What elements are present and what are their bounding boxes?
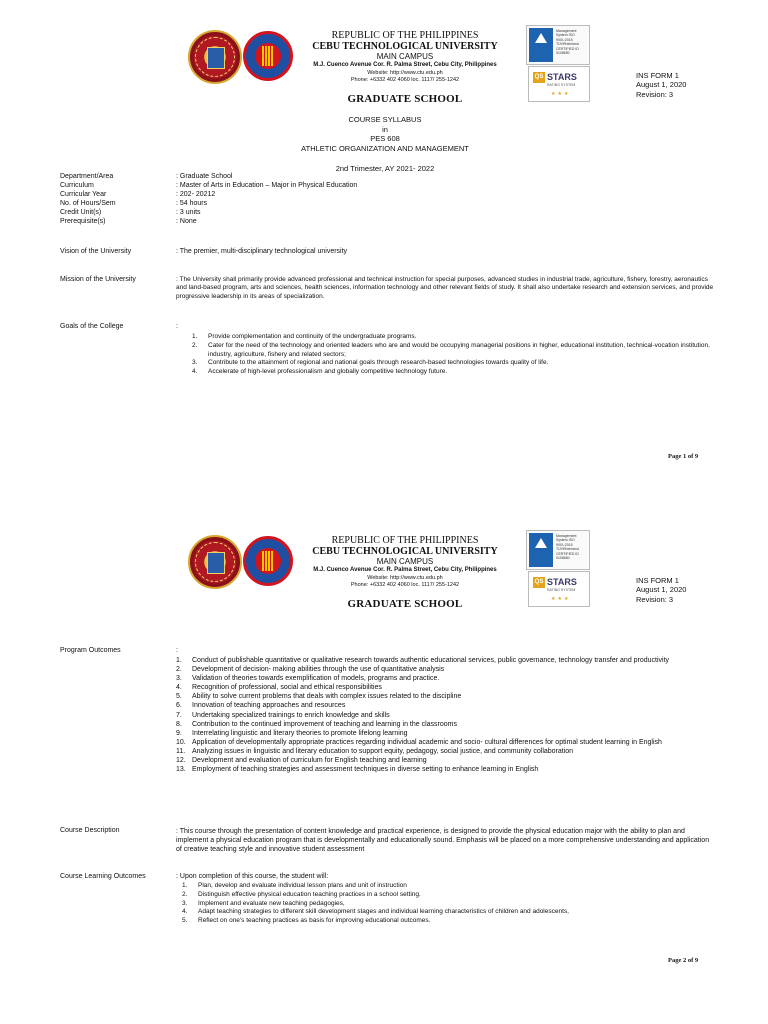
asean-logo xyxy=(243,31,293,81)
page-number: Page 1 of 9 xyxy=(668,453,699,460)
list-item: 1. Provide complementation and continuity of the undergraduate programs. xyxy=(192,333,417,340)
info-value: : 202- 20212 xyxy=(176,191,216,198)
form-info: INS FORM 1 August 1, 2020 Revision: 3 xyxy=(636,71,687,99)
header-university: CEBU TECHNOLOGICAL UNIVERSITY xyxy=(312,546,498,557)
term: 2nd Trimester, AY 2021- 2022 xyxy=(335,164,435,173)
list-item: 2. Development of decision- making abilities through the use of quantitative analysis xyxy=(176,666,445,674)
header-campus: MAIN CAMPUS xyxy=(376,52,434,61)
info-label: Prerequisite(s) xyxy=(60,218,106,225)
goals-list xyxy=(192,333,712,377)
vision-text: : The premier, multi-disciplinary technological university xyxy=(176,248,348,255)
syllabus-title: COURSE SYLLABUS xyxy=(348,115,422,124)
list-item: 1. Plan, develop and evaluate individual lesson plans and unit of instruction xyxy=(182,882,407,889)
header-address: M.J. Cuenco Avenue Cor. R. Palma Street, Cebu City, Philippines xyxy=(313,62,497,68)
clo-intro: : Upon completion of this course, the student will: xyxy=(176,873,329,880)
goals-label: Goals of the College xyxy=(60,323,124,330)
asean-logo xyxy=(243,536,293,586)
course-description-text: : This course through the presentation of content knowledge and practical experience, is designed to provide the physical education major with the ability to plan and implement a physical education program that is developmentally and educationally sound. Emphasis will be placed on a more comprehensive understanding and application of creative teaching style and innovative student assessment xyxy=(176,828,710,854)
info-label: Curricular Year xyxy=(60,191,107,198)
header-graduate-school: GRADUATE SCHOOL xyxy=(347,598,463,610)
header-graduate-school: GRADUATE SCHOOL xyxy=(347,93,463,105)
ctu-seal-logo xyxy=(188,30,242,84)
list-item: 3. Contribute to the attainment of regional and national goals through research-based technologies towards quality of life. xyxy=(192,359,549,367)
list-item: 1. Conduct of publishable quantitative or qualitative research towards authentic educational services, public governance, technology transfer and productivity xyxy=(176,657,670,664)
list-item: 12. Development and evaluation of curriculum for English teaching and learning xyxy=(176,757,427,765)
list-item: 3. Implement and evaluate new teaching pedagogies, xyxy=(182,899,345,907)
header-republic: REPUBLIC OF THE PHILIPPINES xyxy=(331,30,479,41)
header-phone: Phone: +6332 402 4060 loc. 1117/ 255-1242 xyxy=(350,582,460,588)
syllabus-in: in xyxy=(382,125,388,134)
syllabus-page-2 xyxy=(0,505,768,985)
program-outcomes-label: Program Outcomes xyxy=(60,647,121,654)
header-phone: Phone: +6332 402 4060 loc. 1117/ 255-1242 xyxy=(350,77,460,83)
vision-label: Vision of the University xyxy=(60,248,132,255)
info-value: : None xyxy=(176,218,197,225)
tuv-certification-badge: Management System ISO 9001:2015 TÜVRheinland CERTIFIED ID 9108650 xyxy=(526,530,590,570)
header-university: CEBU TECHNOLOGICAL UNIVERSITY xyxy=(312,41,498,52)
list-item: 2. Cater for the need of the technology and oriented leaders who are and would be occupying managerial positions in higher, educational institution, technical-vocation institution, industry, agriculture, fishery and related sectors; xyxy=(192,341,710,358)
list-item: 5. Ability to solve current problems that deals with complex issues related to the discipline xyxy=(176,693,462,701)
info-value: : Master of Arts in Education – Major in Physical Education xyxy=(176,182,358,189)
info-label: Curriculum xyxy=(60,182,94,189)
course-learning-outcomes-label: Course Learning Outcomes xyxy=(60,873,146,880)
list-item: 13. Employment of teaching strategies and assessment techniques in diverse setting to enhance learning in English xyxy=(176,766,539,774)
header-website: Website: http://www.ctu.edu.ph xyxy=(367,575,443,581)
list-item: 10. Application of developmentally appropriate practices regarding individual academic and socio- cultural differences for optimal student learning in English xyxy=(176,738,662,746)
mission-text: : The University shall primarily provide advanced professional and technical instruction for special purposes, advanced studies in industrial trade, agriculture, fishery, forestry, aeronautics and land-based program, arts and sciences, health sciences, information technology and other relevant fields of study. It shall also undertake research and extension services, and provide progressive leadership in its areas of specialization. xyxy=(176,276,714,300)
program-outcomes-colon: : xyxy=(176,647,178,654)
info-label: No. of Hours/Sem xyxy=(60,200,116,207)
course-learning-outcomes-list xyxy=(182,882,712,926)
info-value: : Graduate School xyxy=(176,173,233,180)
mission-label: Mission of the University xyxy=(60,276,136,283)
list-item: 2. Distinguish effective physical education teaching practices in a school setting. xyxy=(182,890,421,898)
ctu-seal-logo xyxy=(188,535,242,589)
list-item: 6. Innovation of teaching approaches and resources xyxy=(176,702,346,710)
list-item: 8. Contribution to the continued improvement of teaching and learning in the classrooms xyxy=(176,720,457,728)
page-number: Page 2 of 9 xyxy=(668,957,699,964)
list-item: 9. Interrelating linguistic and literary theories to promote lifelong learning xyxy=(176,729,408,737)
goals-colon: : xyxy=(176,323,178,330)
tuv-certification-badge: Management System ISO 9001:2015 TÜVRheinland CERTIFIED ID 9108650 xyxy=(526,25,590,65)
list-item: 3. Validation of theories towards exemplification of models, programs and practice. xyxy=(176,675,440,683)
info-value: : 3 units xyxy=(176,209,201,216)
info-label: Credit Unit(s) xyxy=(60,209,102,216)
course-title: ATHLETIC ORGANIZATION AND MANAGEMENT xyxy=(301,144,469,153)
syllabus-page-1 xyxy=(0,0,768,480)
list-item: 5. Reflect on one's teaching practices as basis for improving educational outcomes. xyxy=(182,917,431,925)
qs-stars-badge: QS STARS RATING SYSTEM ★★★ xyxy=(528,571,590,607)
list-item: 4. Accelerate of high-level professionalism and globally competitive technology future. xyxy=(192,368,448,376)
list-item: 11. Analyzing issues in linguistic and literary education to support equity, pedagogy, social justice, and community collaboration xyxy=(176,747,574,755)
header-address: M.J. Cuenco Avenue Cor. R. Palma Street, Cebu City, Philippines xyxy=(313,567,497,573)
list-item: 4. Recognition of professional, social and ethical responsibilities xyxy=(176,684,382,692)
course-description-label: Course Description xyxy=(60,827,120,834)
form-info: INS FORM 1 August 1, 2020 Revision: 3 xyxy=(636,576,687,604)
list-item: 4. Adapt teaching strategies to different skill development stages and individual learning characteristics of children and adolescents, xyxy=(182,908,569,916)
list-item: 7. Undertaking specialized trainings to enrich knowledge and skills xyxy=(176,711,390,719)
program-outcomes-list xyxy=(176,656,716,774)
course-code: PES 608 xyxy=(370,134,400,143)
header-campus: MAIN CAMPUS xyxy=(376,557,434,566)
header-website: Website: http://www.ctu.edu.ph xyxy=(367,70,443,76)
info-value: : 54 hours xyxy=(176,200,208,207)
header-republic: REPUBLIC OF THE PHILIPPINES xyxy=(331,535,479,546)
qs-stars-badge: QS STARS RATING SYSTEM ★★★ xyxy=(528,66,590,102)
info-label: Department/Area xyxy=(60,173,114,180)
